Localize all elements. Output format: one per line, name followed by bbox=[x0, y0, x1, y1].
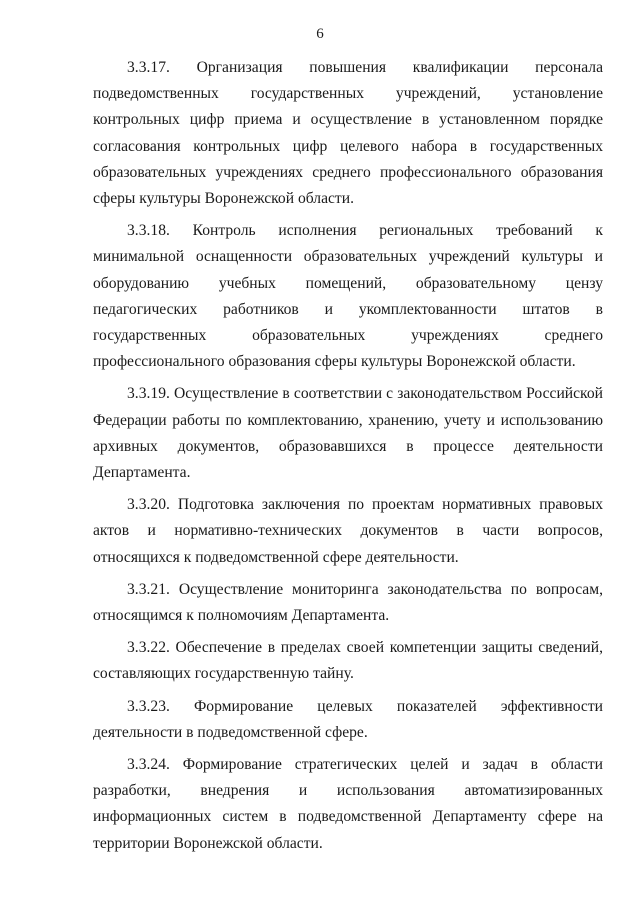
paragraph-3-3-19: 3.3.19. Осуществление в соответствии с законодательством Российской Федерации работы по комплектованию, хранению, учету и использованию архивных документов, образовавшихся в процессе деятельности Департамента. bbox=[93, 385, 603, 482]
paragraph-3-3-20: 3.3.20. Подготовка заключения по проектам нормативных правовых актов и нормативно-технических документов в части вопросов, относящихся к подведомственной сфере деятельности. bbox=[93, 496, 603, 566]
paragraph-3-3-21: 3.3.21. Осуществление мониторинга законодательства по вопросам, относящимся к полномочиям Департамента. bbox=[93, 580, 603, 625]
paragraph-3-3-22: 3.3.22. Обеспечение в пределах своей компетенции защиты сведений, составляющих государственную тайну. bbox=[93, 639, 603, 683]
document-body bbox=[93, 55, 603, 863]
paragraph-3-3-24: 3.3.24. Формирование стратегических целей и задач в области разработки, внедрения и использования автоматизированных информационных систем в подведомственной Департаменту сфере на территории Воронежской области. bbox=[93, 756, 603, 852]
paragraph-3-3-18: 3.3.18. Контроль исполнения региональных требований к минимальной оснащенности образовательных учреждений культуры и оборудованию учебных помещений, образовательному цензу педагогических работников и укомплектованности штатов в государственных образовательных учреждениях среднего профессионального образования сферы культуры Воронежской области. bbox=[93, 222, 603, 371]
page-number: 6 bbox=[316, 26, 324, 42]
paragraph-3-3-17: 3.3.17. Организация повышения квалификации персонала подведомственных государственных учреждений, установление контрольных цифр приема и осуществление в установленном порядке согласования контрольных цифр целевого набора в государственных образовательных учреждениях среднего профессионального образования сферы культуры Воронежской области. bbox=[93, 59, 603, 208]
paragraph-3-3-23: 3.3.23. Формирование целевых показателей эффективности деятельности в подведомственной сфере. bbox=[93, 697, 603, 741]
